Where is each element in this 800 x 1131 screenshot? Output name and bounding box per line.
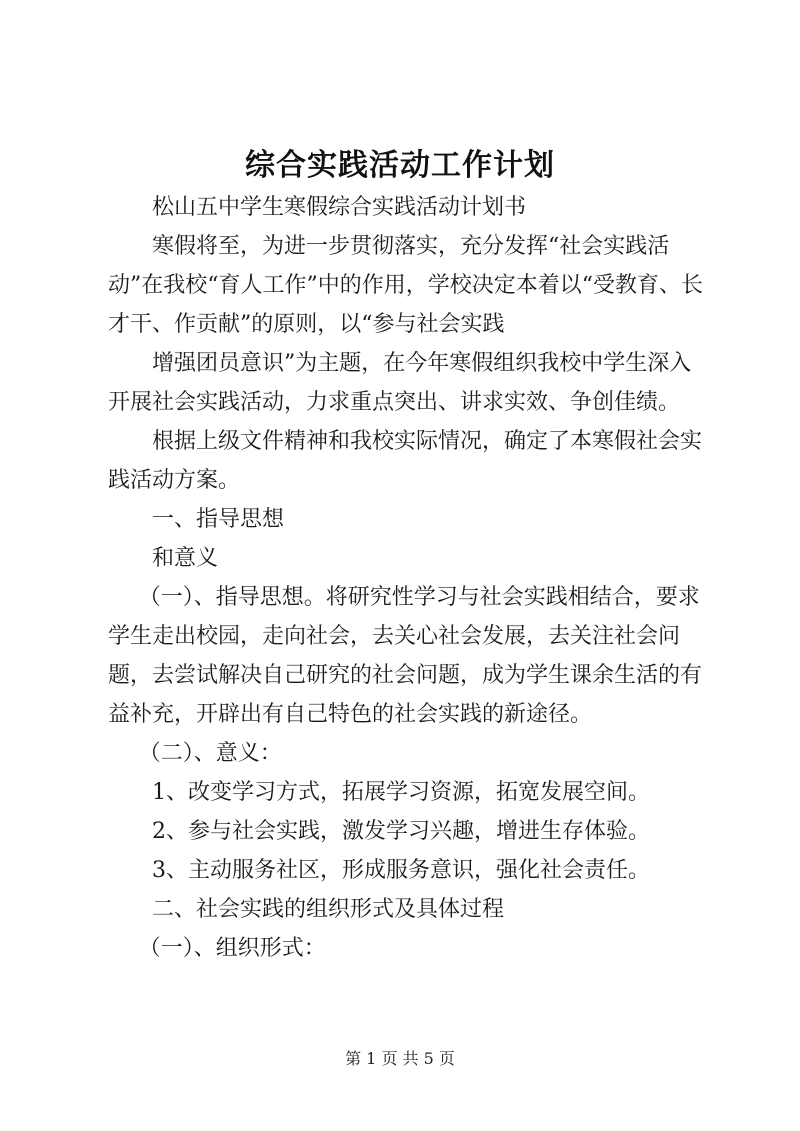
paragraph-guiding-thought: （一）、指导思想。将研究性学习与社会实践相结合，要求学生走出校园，走向社会，去关心社会发展，去关注社会问题，去尝试解决自己研究的社会问题，成为学生课余生活的有益补充，开辟出有自己特色的社会实践的新途径。 (108, 585, 703, 727)
paragraph-subtitle: 松山五中学生寒假综合实践活动计划书 (152, 195, 527, 220)
paragraph-intro: 寒假将至，为进一步贯彻落实，充分发挥“社会实践活动”在我校“育人工作”中的作用，学校决定本着以“受教育、长才干、作贡献”的原则，以“参与社会实践 (108, 234, 703, 337)
heading-meaning: （二）、意义： (138, 741, 282, 766)
heading-organization-form: （一）、组织形式： (138, 936, 326, 961)
document-title: 综合实践活动工作计划 (245, 148, 555, 183)
list-item-3: 3、主动服务社区，形成服务意识，强化社会责任。 (152, 858, 650, 883)
paragraph-theme: 增强团员意识”为主题，在今年寒假组织我校中学生深入开展社会实践活动，力求重点突出、讲求实效、争创佳绩。 (108, 351, 692, 415)
list-item-2: 2、参与社会实践，激发学习兴趣，增进生存体验。 (152, 819, 650, 844)
heading-organization: 二、社会实践的组织形式及具体过程 (152, 897, 505, 922)
heading-guiding-thought: 一、指导思想 (152, 507, 285, 532)
page-footer: 第 1 页 共 5 页 (345, 1049, 455, 1068)
paragraph-basis: 根据上级文件精神和我校实际情况，确定了本寒假社会实践活动方案。 (108, 429, 703, 493)
list-item-1: 1、改变学习方式，拓展学习资源，拓宽发展空间。 (152, 780, 650, 805)
document-body (108, 188, 708, 968)
heading-significance: 和意义 (152, 546, 219, 571)
